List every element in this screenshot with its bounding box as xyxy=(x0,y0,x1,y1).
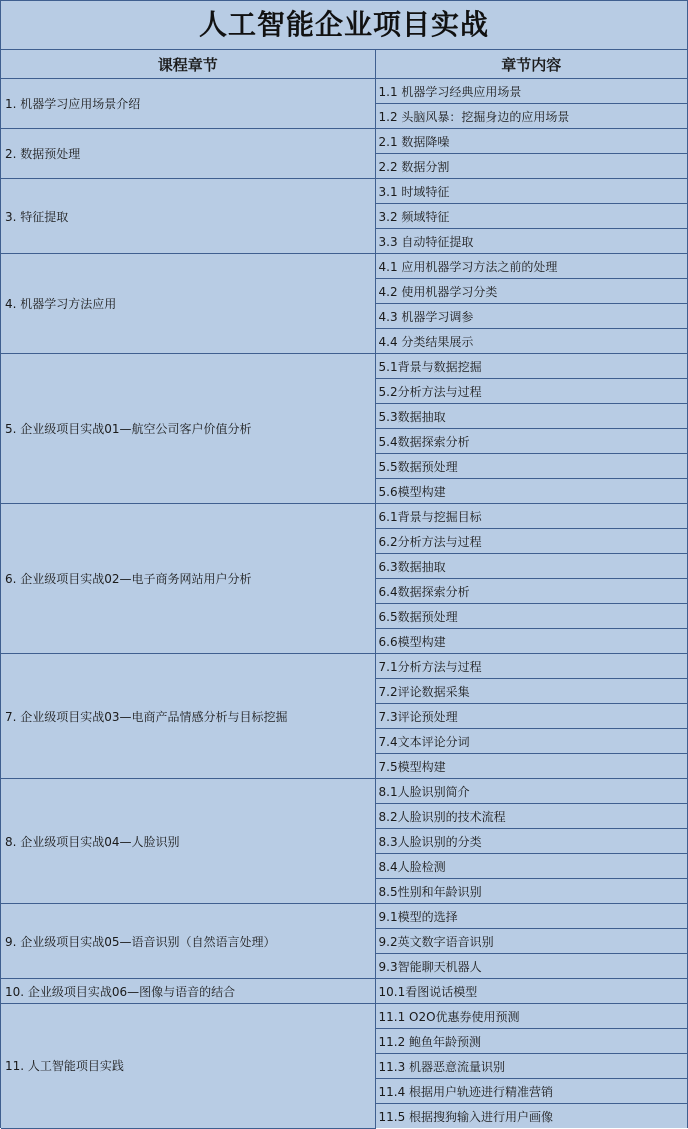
section-cell: 4.2 使用机器学习分类 xyxy=(375,279,687,304)
chapter-cell: 6. 企业级项目实战02—电子商务网站用户分析 xyxy=(1,504,375,654)
chapter-cell: 9. 企业级项目实战05—语音识别（自然语言处理） xyxy=(1,904,375,979)
chapter-cell: 4. 机器学习方法应用 xyxy=(1,254,375,354)
table-body xyxy=(1,79,687,1129)
section-cell: 8.5性别和年龄识别 xyxy=(375,879,687,904)
section-cell: 4.3 机器学习调参 xyxy=(375,304,687,329)
chapter-cell: 3. 特征提取 xyxy=(1,179,375,254)
table-row xyxy=(1,79,687,104)
section-cell: 5.3数据抽取 xyxy=(375,404,687,429)
section-cell: 1.2 头脑风暴：挖掘身边的应用场景 xyxy=(375,104,687,129)
table-row xyxy=(1,254,687,279)
table-row xyxy=(1,1004,687,1029)
chapter-cell: 2. 数据预处理 xyxy=(1,129,375,179)
section-cell: 9.1模型的选择 xyxy=(375,904,687,929)
section-cell: 6.4数据探索分析 xyxy=(375,579,687,604)
column-header-content: 章节内容 xyxy=(375,50,687,79)
table-row xyxy=(1,654,687,679)
section-cell: 2.1 数据降噪 xyxy=(375,129,687,154)
table-header-row xyxy=(1,50,687,79)
section-cell: 4.4 分类结果展示 xyxy=(375,329,687,354)
section-cell: 4.1 应用机器学习方法之前的处理 xyxy=(375,254,687,279)
section-cell: 8.2人脸识别的技术流程 xyxy=(375,804,687,829)
section-cell: 11.1 O2O优惠券使用预测 xyxy=(375,1004,687,1029)
course-table xyxy=(1,50,687,1129)
section-cell: 11.3 机器恶意流量识别 xyxy=(375,1054,687,1079)
table-row xyxy=(1,904,687,929)
chapter-cell: 5. 企业级项目实战01—航空公司客户价值分析 xyxy=(1,354,375,504)
section-cell: 8.4人脸检测 xyxy=(375,854,687,879)
section-cell: 5.2分析方法与过程 xyxy=(375,379,687,404)
section-cell: 7.1分析方法与过程 xyxy=(375,654,687,679)
chapter-cell: 8. 企业级项目实战04—人脸识别 xyxy=(1,779,375,904)
chapter-cell: 11. 人工智能项目实践 xyxy=(1,1004,375,1129)
section-cell: 8.3人脸识别的分类 xyxy=(375,829,687,854)
table-row xyxy=(1,779,687,804)
section-cell: 6.2分析方法与过程 xyxy=(375,529,687,554)
section-cell: 7.4文本评论分词 xyxy=(375,729,687,754)
section-cell: 3.2 频域特征 xyxy=(375,204,687,229)
table-row xyxy=(1,504,687,529)
section-cell: 10.1看图说话模型 xyxy=(375,979,687,1004)
section-cell: 5.4数据探索分析 xyxy=(375,429,687,454)
section-cell: 9.2英文数字语音识别 xyxy=(375,929,687,954)
table-row xyxy=(1,179,687,204)
section-cell: 3.3 自动特征提取 xyxy=(375,229,687,254)
section-cell: 6.6模型构建 xyxy=(375,629,687,654)
section-cell: 1.1 机器学习经典应用场景 xyxy=(375,79,687,104)
chapter-cell: 10. 企业级项目实战06—图像与语音的结合 xyxy=(1,979,375,1004)
section-cell: 5.5数据预处理 xyxy=(375,454,687,479)
page-title: 人工智能企业项目实战 xyxy=(1,1,687,50)
section-cell: 5.1背景与数据挖掘 xyxy=(375,354,687,379)
table-row xyxy=(1,129,687,154)
chapter-cell: 1. 机器学习应用场景介绍 xyxy=(1,79,375,129)
section-cell: 8.1人脸识别简介 xyxy=(375,779,687,804)
section-cell: 6.1背景与挖掘目标 xyxy=(375,504,687,529)
section-cell: 11.5 根据搜狗输入进行用户画像 xyxy=(375,1104,687,1129)
table-row xyxy=(1,354,687,379)
section-cell: 7.3评论预处理 xyxy=(375,704,687,729)
section-cell: 5.6模型构建 xyxy=(375,479,687,504)
table-row xyxy=(1,979,687,1004)
section-cell: 6.3数据抽取 xyxy=(375,554,687,579)
section-cell: 7.2评论数据采集 xyxy=(375,679,687,704)
section-cell: 7.5模型构建 xyxy=(375,754,687,779)
section-cell: 11.2 鲍鱼年龄预测 xyxy=(375,1029,687,1054)
section-cell: 11.4 根据用户轨迹进行精准营销 xyxy=(375,1079,687,1104)
section-cell: 6.5数据预处理 xyxy=(375,604,687,629)
section-cell: 9.3智能聊天机器人 xyxy=(375,954,687,979)
chapter-cell: 7. 企业级项目实战03—电商产品情感分析与目标挖掘 xyxy=(1,654,375,779)
column-header-chapter: 课程章节 xyxy=(1,50,375,79)
section-cell: 3.1 时域特征 xyxy=(375,179,687,204)
section-cell: 2.2 数据分割 xyxy=(375,154,687,179)
